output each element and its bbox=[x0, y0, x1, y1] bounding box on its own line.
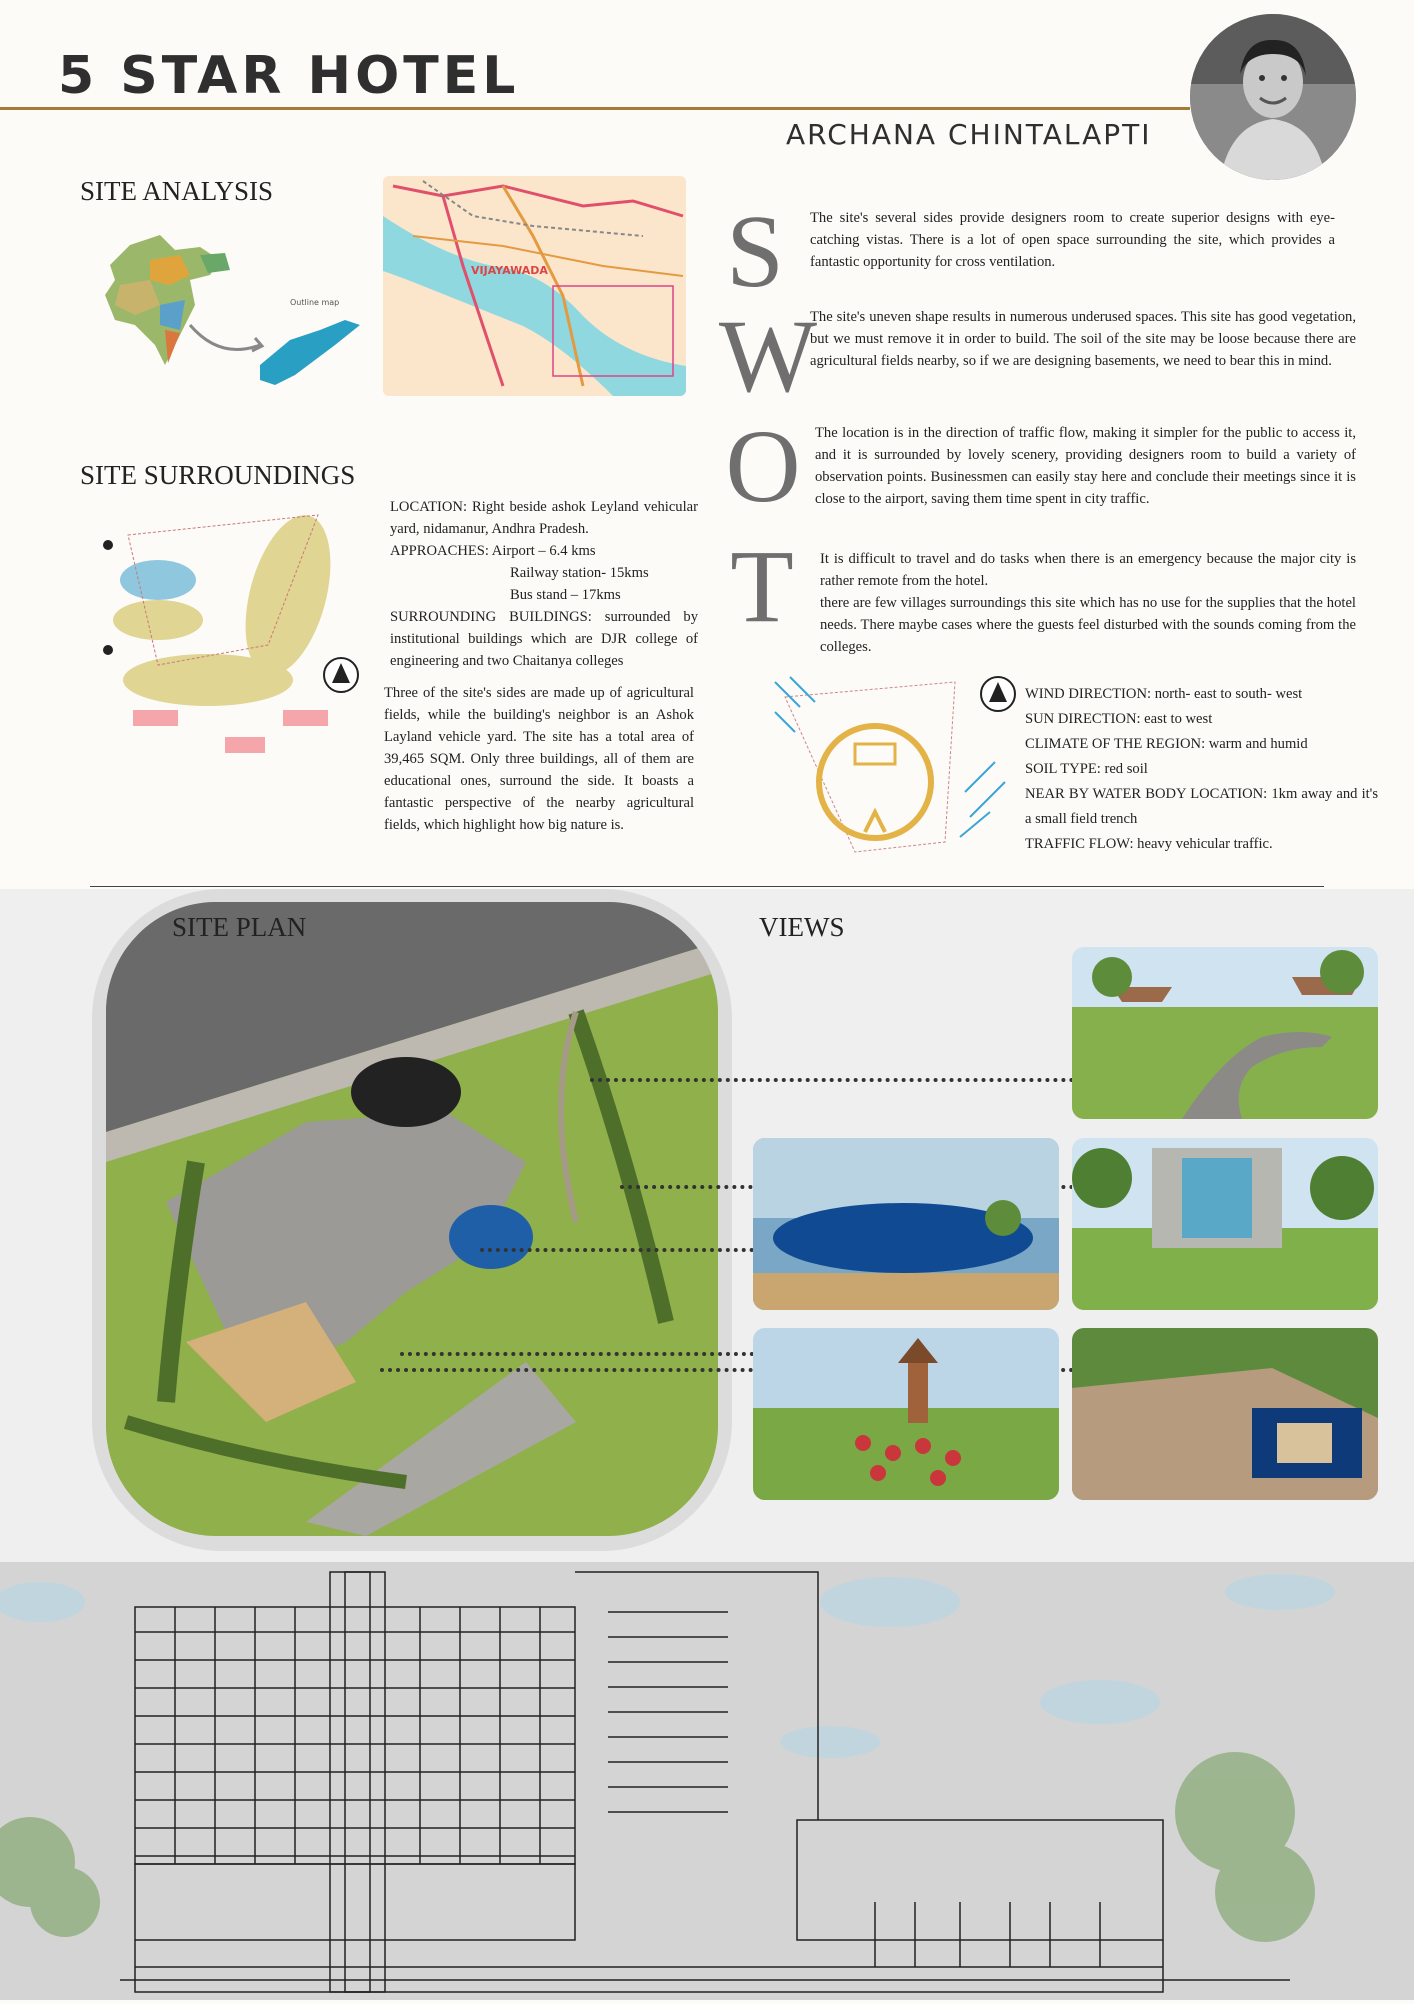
connector-line-3 bbox=[480, 1248, 754, 1252]
site-plan-heading: SITE PLAN bbox=[172, 912, 307, 942]
site-description-text: Three of the site's sides are made up of agricultural fields, while the building's neighbor is an Ashok Layland vehicle yard. The site has a total area of 39,465 SQM. Only three buildings, all of them are educational ones, surround the side. It boasts a fantastic perspective of the nearby agricultural fields, which highlight how big nature is. bbox=[384, 685, 694, 833]
surrounding-buildings-text: SURROUNDING BUILDINGS: surrounded by institutional buildings which are DJR college of engineering and two Chaitanya colleges bbox=[390, 609, 698, 669]
weaknesses-text: The site's uneven shape results in numerous underused spaces. This site has good vegetation, but we must remove it in order to build. The soil of the site may be loose because there are agricultural fields nearby, so if we are designing basements, we need to bear this in mind. bbox=[810, 309, 1356, 369]
approaches-bus-text: Bus stand – 17kms bbox=[510, 587, 621, 603]
swot-letter-s: S bbox=[726, 194, 784, 309]
threats-text-1: It is difficult to travel and do tasks when there is an emergency because the major city is rather remote from the hotel. bbox=[820, 551, 1356, 589]
section-drawing-panel bbox=[0, 1562, 1414, 2000]
view-event-lawn bbox=[753, 1328, 1059, 1500]
author-name: ARCHANA CHINTALAPTI bbox=[786, 118, 1152, 151]
site-info-block bbox=[390, 496, 698, 672]
sun-direction-text: SUN DIRECTION: east to west bbox=[1025, 711, 1213, 727]
traffic-flow-text: TRAFFIC FLOW: heavy vehicular traffic. bbox=[1025, 836, 1273, 852]
author-portrait bbox=[1190, 14, 1356, 180]
wind-direction-text: WIND DIRECTION: north- east to south- west bbox=[1025, 686, 1303, 702]
threats-text-2: there are few villages surroundings this site which has no use for the supplies that the hotel needs. There maybe cases where the guests feel disturbed with the sounds coming from the colleges. bbox=[820, 595, 1356, 655]
view-garden-path bbox=[1072, 947, 1378, 1119]
approaches-railway-text: Railway station- 15kms bbox=[510, 565, 649, 581]
title-underline bbox=[0, 107, 1190, 110]
opportunities-text: The location is in the direction of traffic flow, making it simpler for the public to access it, and it is surrounded by lovely scenery, providing designers room to build a variety of observation points. Businessmen can easily stay here and conclude their meetings since it is close to the airport, saving them time spent in city traffic. bbox=[815, 425, 1356, 507]
section-divider bbox=[90, 886, 1324, 887]
site-analysis-heading: SITE ANALYSIS bbox=[80, 176, 274, 206]
outline-map-label: Outline map bbox=[290, 298, 340, 307]
climate-diagram bbox=[765, 672, 1025, 872]
surroundings-diagram bbox=[98, 505, 363, 760]
location-text: LOCATION: Right beside ashok Leyland vehicular yard, nidamanur, Andhra Pradesh. bbox=[390, 499, 698, 537]
poster-title: 5 STAR HOTEL bbox=[58, 46, 520, 106]
vijayawada-label: VIJAYAWADA bbox=[471, 264, 548, 277]
views-heading: VIEWS bbox=[759, 912, 845, 942]
city-map bbox=[383, 176, 686, 396]
view-waterfall bbox=[1072, 1138, 1378, 1310]
site-surroundings-heading: SITE SURROUNDINGS bbox=[80, 460, 356, 490]
swot-letter-o: O bbox=[725, 409, 801, 524]
connector-line-4 bbox=[400, 1352, 810, 1356]
view-pool-atrium bbox=[753, 1138, 1059, 1310]
water-body-text: NEAR BY WATER BODY LOCATION: 1km away and it's a small field trench bbox=[1025, 786, 1378, 827]
strengths-text: The site's several sides provide designers room to create superior designs with eye-catching vistas. There is a lot of open space surrounding the site, which provides a fantastic opportunity for cross ventilation. bbox=[810, 210, 1335, 270]
approaches-airport-text: APPROACHES: Airport – 6.4 kms bbox=[390, 543, 596, 559]
climate-info bbox=[1025, 682, 1378, 857]
view-deck-pool bbox=[1072, 1328, 1378, 1500]
india-map bbox=[90, 225, 390, 400]
soil-type-text: SOIL TYPE: red soil bbox=[1025, 761, 1148, 777]
swot-letter-w: W bbox=[718, 299, 818, 414]
site-plan-render bbox=[106, 902, 718, 1536]
climate-region-text: CLIMATE OF THE REGION: warm and humid bbox=[1025, 736, 1308, 752]
swot-letter-t: T bbox=[730, 529, 794, 644]
connector-line-1 bbox=[590, 1078, 1074, 1082]
